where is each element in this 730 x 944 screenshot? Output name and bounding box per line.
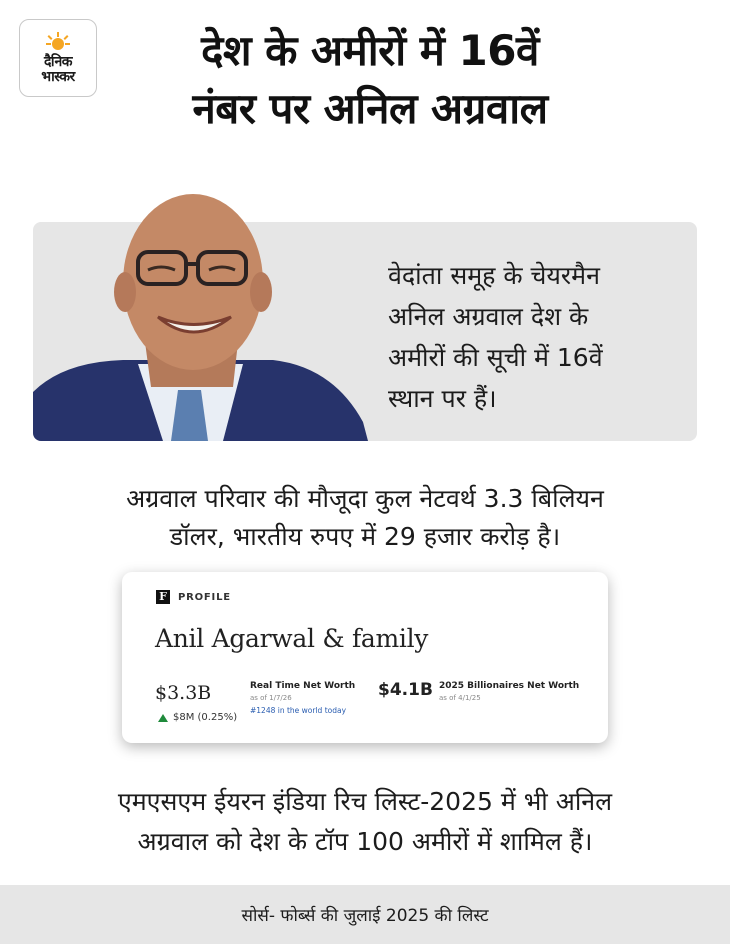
intro-line1: वेदांता समूह के चेयरमैन [388,261,600,290]
forbes-profile-card [122,572,608,743]
logo-text-line2: भास्कर [41,69,75,85]
realtime-asof: as of 1/7/26 [250,694,292,702]
world-rank-link[interactable]: #1248 in the world today [250,706,347,715]
networth-line1: अग्रवाल परिवार की मौजूदा कुल नेटवर्थ 3.3 बिलियन [126,484,604,513]
intro-line4: स्थान पर हैं। [388,384,497,413]
headline-line2: नंबर पर अनिल अग्रवाल [192,84,548,133]
networth-line2: डॉलर, भारतीय रुपए में 29 हजार करोड़ है। [169,522,561,551]
source-text: सोर्स- फोर्ब्स की जुलाई 2025 की लिस्ट [241,906,489,926]
billionaires-asof: as of 4/1/25 [439,694,481,702]
profile-name: Anil Agarwal & family [155,624,429,653]
portrait-photo [33,172,368,441]
realtime-networth-value: $3.3B [155,682,212,704]
dainik-bhaskar-logo [19,19,97,97]
realtime-change-text: $8M (0.25%) [173,712,238,723]
billionaires-networth-value: $4.1B [378,680,433,700]
forbes-logo-icon: F [156,590,170,604]
source-footer [0,885,730,944]
sun-icon [43,31,73,53]
intro-line2: अनिल अग्रवाल देश के [388,302,589,331]
intro-text [388,255,688,419]
forbes-brand [156,590,231,604]
billionaires-networth-label: 2025 Billionaires Net Worth [439,681,580,691]
msm-paragraph [40,782,690,862]
headline-line1: देश के अमीरों में 16वें [201,26,539,75]
msm-line2: अग्रवाल को देश के टॉप 100 अमीरों में शामिल हैं। [137,827,593,856]
profile-label: PROFILE [178,591,231,603]
realtime-networth-label: Real Time Net Worth [250,681,356,691]
logo-text-line1: दैनिक [43,54,73,70]
up-arrow-icon [158,714,168,722]
intro-line3: अमीरों की सूची में 16वें [388,343,603,372]
headline [110,22,630,138]
realtime-change [158,712,237,723]
networth-paragraph [40,480,690,556]
msm-line1: एमएसएम ईयरन इंडिया रिच लिस्ट-2025 में भी अनिल [117,787,613,816]
